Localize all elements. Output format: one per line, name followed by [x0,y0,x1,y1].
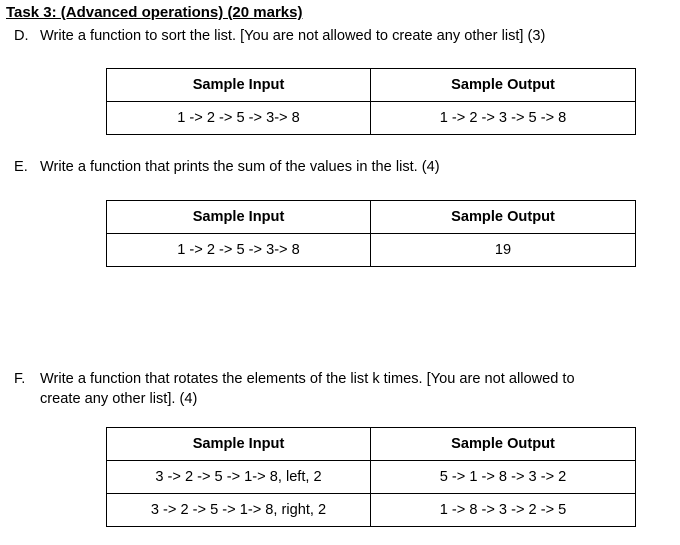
table-header-row [107,201,636,234]
question-e [14,157,440,177]
sample-input-cell: 1 -> 2 -> 5 -> 3-> 8 [107,234,371,267]
question-letter: E. [14,159,28,175]
header-sample-output: Sample Output [371,428,636,461]
sample-output-cell: 1 -> 2 -> 3 -> 5 -> 8 [371,102,636,135]
table-header-row [107,69,636,102]
sample-input-cell: 1 -> 2 -> 5 -> 3-> 8 [107,102,371,135]
sample-table-e [106,200,636,267]
question-text: Write a function that rotates the elements of the list k times. [You are not allowed to [40,371,575,387]
table-header-row [107,428,636,461]
table-row [107,461,636,494]
sample-input-cell: 3 -> 2 -> 5 -> 1-> 8, left, 2 [107,461,371,494]
question-f-continued: create any other list]. (4) [40,391,198,407]
header-sample-output: Sample Output [371,69,636,102]
sample-table-f [106,427,636,527]
sample-output-cell: 19 [371,234,636,267]
header-sample-output: Sample Output [371,201,636,234]
sample-input-cell: 3 -> 2 -> 5 -> 1-> 8, right, 2 [107,494,371,527]
question-text: Write a function that prints the sum of the values in the list. (4) [40,159,440,175]
table-row [107,102,636,135]
sample-table-d [106,68,636,135]
question-letter: F. [14,371,26,387]
header-sample-input: Sample Input [107,201,371,234]
sample-output-cell: 1 -> 8 -> 3 -> 2 -> 5 [371,494,636,527]
question-d [14,26,545,46]
question-f [14,369,575,389]
header-sample-input: Sample Input [107,69,371,102]
question-text: Write a function to sort the list. [You are not allowed to create any other list] (3) [40,28,546,44]
table-row [107,494,636,527]
sample-output-cell: 5 -> 1 -> 8 -> 3 -> 2 [371,461,636,494]
table-row [107,234,636,267]
task-title: Task 3: (Advanced operations) (20 marks) [6,4,303,21]
question-letter: D. [14,28,29,44]
header-sample-input: Sample Input [107,428,371,461]
